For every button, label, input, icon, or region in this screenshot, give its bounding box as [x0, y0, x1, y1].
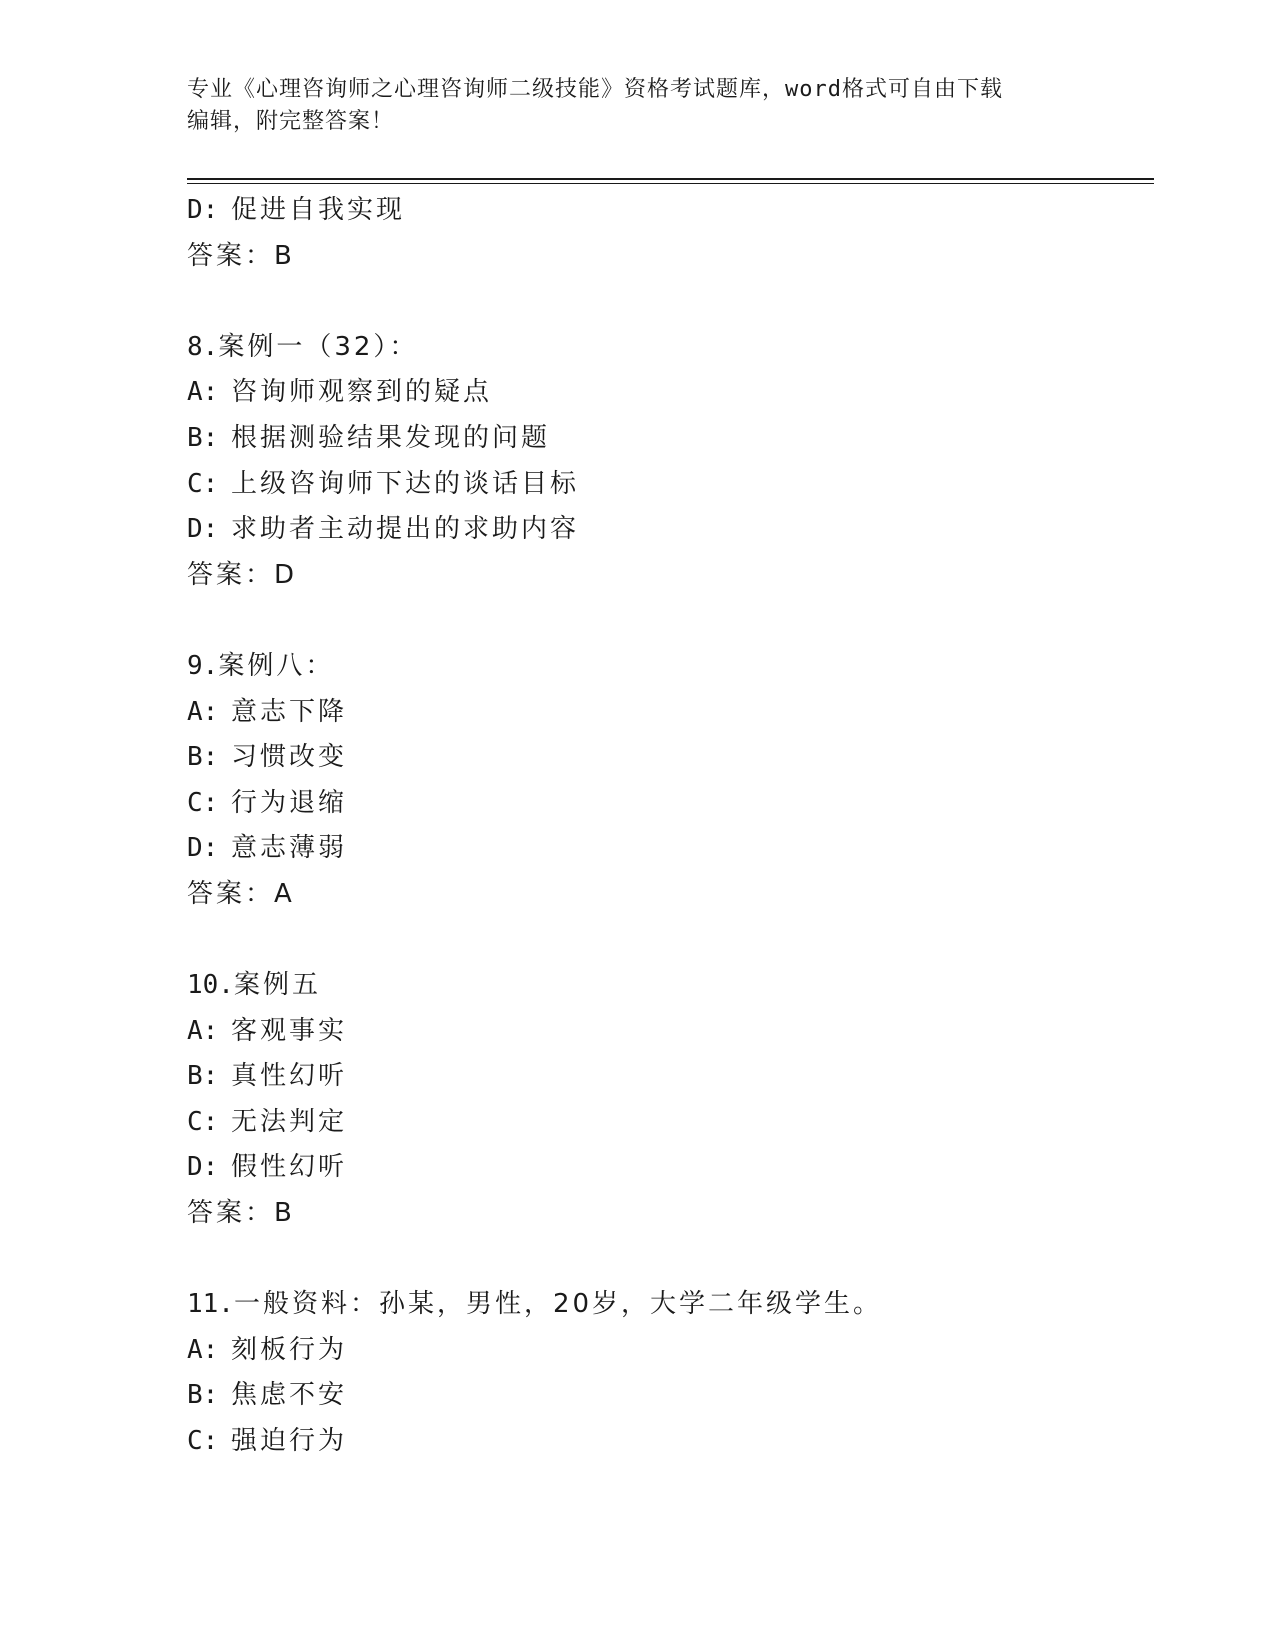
header-rule-thick: [187, 178, 1154, 180]
option-label: A:: [187, 377, 219, 408]
option-row: [187, 826, 1147, 872]
option-row: [187, 507, 1147, 553]
option-row: [187, 1419, 1147, 1465]
option-text: 习惯改变: [231, 742, 348, 773]
option-label: D:: [187, 514, 219, 545]
option-text: 意志下降: [231, 696, 348, 727]
question-text: 案例八：: [218, 650, 335, 681]
question-text: 一般资料：孙某，男性，20岁，大学二年级学生。: [233, 1289, 883, 1320]
question-number: 10.: [187, 970, 234, 1001]
option-text: 客观事实: [231, 1015, 348, 1046]
option-text: 真性幻听: [231, 1061, 348, 1092]
question-text: 案例一（32）：: [218, 331, 419, 362]
option-label: B:: [187, 1380, 219, 1411]
option-row: [187, 1145, 1147, 1191]
option-text: 根据测验结果发现的问题: [231, 422, 551, 453]
option-text: 刻板行为: [231, 1334, 348, 1365]
option-text: 咨询师观察到的疑点: [231, 377, 493, 408]
option-row: [187, 735, 1147, 781]
document-header: [187, 74, 1067, 138]
question-stem: [187, 644, 1147, 690]
option-text: 焦虑不安: [231, 1380, 348, 1411]
option-text: 假性幻听: [231, 1152, 348, 1183]
option-row: [187, 1054, 1147, 1100]
option-text: 强迫行为: [231, 1426, 348, 1457]
option-row: [187, 188, 1147, 234]
header-line-1: 专业《心理咨询师之心理咨询师二级技能》资格考试题库，word格式可自由下载: [187, 77, 1003, 102]
option-label: B:: [187, 742, 219, 773]
option-label: B:: [187, 422, 219, 453]
option-text: 意志薄弱: [231, 833, 348, 864]
option-label: A:: [187, 1015, 219, 1046]
answer-line: 答案：B: [187, 240, 295, 271]
option-text: 行为退缩: [231, 787, 348, 818]
option-label: D:: [187, 195, 219, 225]
option-label: C:: [187, 1426, 219, 1457]
answer-line: 答案：B: [187, 1198, 295, 1229]
option-label: C:: [187, 1106, 219, 1137]
option-row: [187, 1328, 1147, 1374]
option-row: [187, 1009, 1147, 1055]
option-label: C:: [187, 468, 219, 499]
option-row: [187, 690, 1147, 736]
option-row: [187, 416, 1147, 462]
question-list: [187, 188, 1147, 1465]
option-row: [187, 462, 1147, 508]
option-row: [187, 1100, 1147, 1146]
option-row: [187, 781, 1147, 827]
option-label: C:: [187, 787, 219, 818]
option-text: 无法判定: [231, 1106, 348, 1137]
question-number: 11.: [187, 1289, 234, 1320]
answer-line: 答案：D: [187, 559, 298, 590]
option-row: [187, 370, 1147, 416]
option-label: B:: [187, 1061, 219, 1092]
answer-line: 答案：A: [187, 878, 295, 909]
question-text: 案例五: [233, 970, 321, 1001]
option-label: D:: [187, 833, 219, 864]
header-line-2: 编辑，附完整答案！: [187, 109, 395, 134]
option-text: 求助者主动提出的求助内容: [231, 514, 580, 545]
option-label: D:: [187, 1152, 219, 1183]
option-label: A:: [187, 696, 219, 727]
option-text: 促进自我实现: [231, 195, 406, 225]
question-stem: [187, 1282, 1147, 1328]
option-row: [187, 1373, 1147, 1419]
option-text: 上级咨询师下达的谈话目标: [231, 468, 580, 499]
question-number: 9.: [187, 650, 219, 681]
question-stem: [187, 325, 1147, 371]
header-rule-thin: [187, 183, 1154, 184]
question-stem: [187, 963, 1147, 1009]
question-number: 8.: [187, 331, 219, 362]
option-label: A:: [187, 1334, 219, 1365]
